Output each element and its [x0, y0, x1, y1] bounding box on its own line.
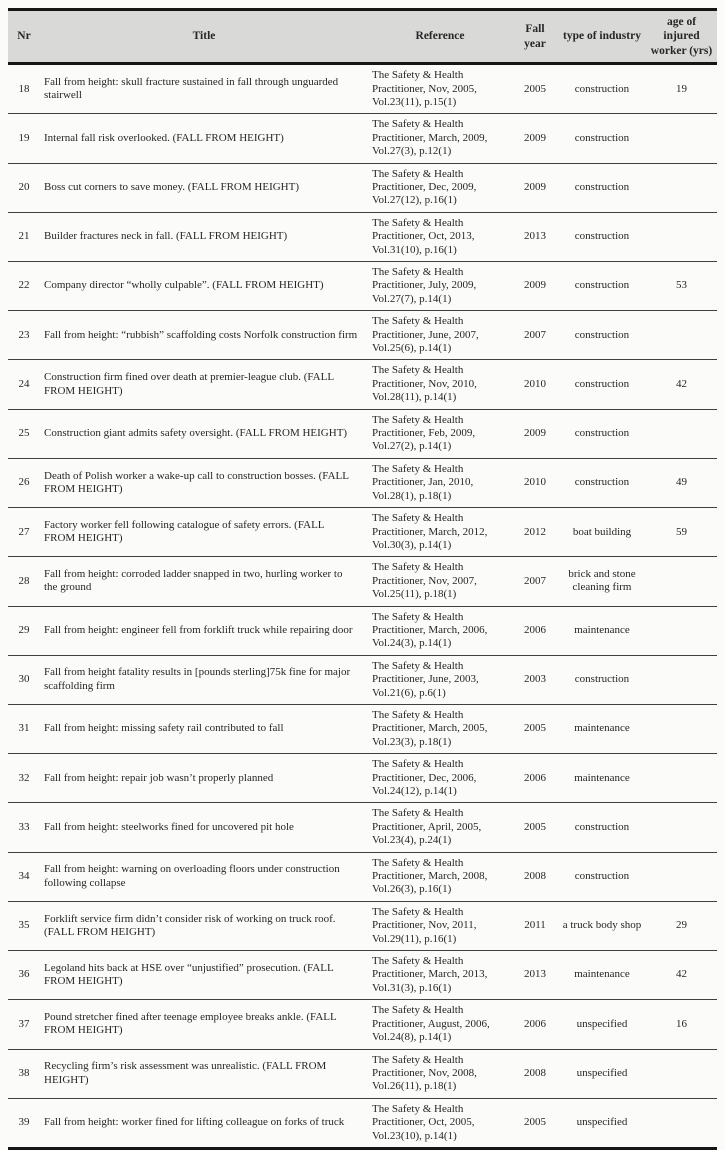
cell-reference: The Safety & Health Practitioner, March, 2012, Vol.30(3), p.14(1) [368, 508, 512, 557]
cell-industry: a truck body shop [558, 901, 646, 950]
cell-reference: The Safety & Health Practitioner, Oct, 2013, Vol.31(10), p.16(1) [368, 212, 512, 261]
cell-title: Legoland hits back at HSE over “unjustified” prosecution. (FALL FROM HEIGHT) [40, 951, 368, 1000]
cell-nr: 35 [8, 901, 40, 950]
cell-age [646, 852, 717, 901]
cell-nr: 21 [8, 212, 40, 261]
cell-title: Forklift service firm didn’t consider risk of working on truck roof. (FALL FROM HEIGHT) [40, 901, 368, 950]
cell-fall-year: 2006 [512, 1000, 558, 1049]
cell-industry: construction [558, 458, 646, 507]
cell-title: Factory worker fell following catalogue of safety errors. (FALL FROM HEIGHT) [40, 508, 368, 557]
cell-industry: construction [558, 163, 646, 212]
header-row [8, 10, 717, 64]
cell-reference: The Safety & Health Practitioner, Nov, 2011, Vol.29(11), p.16(1) [368, 901, 512, 950]
cell-title: Death of Polish worker a wake-up call to construction bosses. (FALL FROM HEIGHT) [40, 458, 368, 507]
cell-nr: 26 [8, 458, 40, 507]
cell-nr: 39 [8, 1098, 40, 1148]
col-header-fall-year: Fall year [512, 10, 558, 64]
cell-industry: construction [558, 114, 646, 163]
cell-title: Fall from height: worker fined for lifting colleague on forks of truck [40, 1098, 368, 1148]
cell-reference: The Safety & Health Practitioner, Nov, 2008, Vol.26(11), p.18(1) [368, 1049, 512, 1098]
cell-fall-year: 2003 [512, 655, 558, 704]
table-row [8, 458, 717, 507]
table-row [8, 360, 717, 409]
table-row [8, 1098, 717, 1148]
cell-fall-year: 2011 [512, 901, 558, 950]
cell-age: 53 [646, 262, 717, 311]
cell-reference: The Safety & Health Practitioner, March, 2006, Vol.24(3), p.14(1) [368, 606, 512, 655]
cell-industry: construction [558, 262, 646, 311]
cell-title: Fall from height: missing safety rail contributed to fall [40, 704, 368, 753]
table-row [8, 1000, 717, 1049]
cell-fall-year: 2010 [512, 458, 558, 507]
cell-age [646, 114, 717, 163]
cell-fall-year: 2010 [512, 360, 558, 409]
cell-age: 19 [676, 82, 687, 95]
cell-fall-year: 2009 [512, 163, 558, 212]
cell-title: Fall from height fatality results in [pounds sterling]75k fine for major scaffolding firm [40, 655, 368, 704]
cell-nr: 31 [8, 704, 40, 753]
cell-fall-year: 2005 [512, 704, 558, 753]
cell-nr: 24 [8, 360, 40, 409]
cell-title: Builder fractures neck in fall. (FALL FROM HEIGHT) [40, 212, 368, 261]
cell-age [646, 557, 717, 606]
cell-reference: The Safety & Health Practitioner, Feb, 2009, Vol.27(2), p.14(1) [368, 409, 512, 458]
col-header-reference: Reference [368, 10, 512, 64]
cell-reference: The Safety & Health Practitioner, Nov, 2005, Vol.23(11), p.15(1) [372, 69, 477, 108]
cell-nr: 20 [8, 163, 40, 212]
cell-fall-year: 2007 [512, 557, 558, 606]
cell-age: 16 [646, 1000, 717, 1049]
cell-reference: The Safety & Health Practitioner, July, 2009, Vol.27(7), p.14(1) [368, 262, 512, 311]
table-row [8, 409, 717, 458]
cell-age [646, 704, 717, 753]
table-row [8, 163, 717, 212]
cell-reference: The Safety & Health Practitioner, Jan, 2010, Vol.28(1), p.18(1) [368, 458, 512, 507]
cell-nr: 37 [8, 1000, 40, 1049]
cell-industry: construction [558, 409, 646, 458]
cell-reference: The Safety & Health Practitioner, Dec, 2006, Vol.24(12), p.14(1) [368, 754, 512, 803]
cell-fall-year: 2008 [512, 852, 558, 901]
cell-reference: The Safety & Health Practitioner, Nov, 2007, Vol.25(11), p.18(1) [368, 557, 512, 606]
table-row [8, 901, 717, 950]
table-row [8, 951, 717, 1000]
table-row [8, 1049, 717, 1098]
cell-industry: construction [558, 311, 646, 360]
cell-fall-year: 2013 [512, 951, 558, 1000]
cell-nr: 33 [8, 803, 40, 852]
cell-title: Fall from height: skull fracture sustained in fall through unguarded stairwell [44, 75, 339, 102]
cell-industry: construction [558, 852, 646, 901]
cell-fall-year: 2005 [512, 803, 558, 852]
cell-fall-year: 2007 [512, 311, 558, 360]
cell-reference: The Safety & Health Practitioner, April, 2005, Vol.23(4), p.24(1) [368, 803, 512, 852]
cell-industry: construction [574, 82, 630, 95]
cell-industry: construction [558, 212, 646, 261]
table-row [8, 64, 717, 114]
cell-age: 29 [646, 901, 717, 950]
table-row [8, 606, 717, 655]
cell-fall-year: 2006 [512, 606, 558, 655]
cell-reference: The Safety & Health Practitioner, Oct, 2005, Vol.23(10), p.14(1) [368, 1098, 512, 1148]
cell-nr: 27 [8, 508, 40, 557]
cell-nr: 23 [8, 311, 40, 360]
cell-title: Recycling firm’s risk assessment was unrealistic. (FALL FROM HEIGHT) [40, 1049, 368, 1098]
cell-reference: The Safety & Health Practitioner, August, 2006, Vol.24(8), p.14(1) [368, 1000, 512, 1049]
cell-title: Pound stretcher fined after teenage employee breaks ankle. (FALL FROM HEIGHT) [40, 1000, 368, 1049]
cell-reference: The Safety & Health Practitioner, March, 2005, Vol.23(3), p.18(1) [368, 704, 512, 753]
cell-reference: The Safety & Health Practitioner, March, 2013, Vol.31(3), p.16(1) [368, 951, 512, 1000]
cell-nr: 19 [8, 114, 40, 163]
cell-age [646, 1049, 717, 1098]
cell-fall-year: 2006 [512, 754, 558, 803]
cell-title: Construction firm fined over death at premier-league club. (FALL FROM HEIGHT) [40, 360, 368, 409]
cell-nr: 34 [8, 852, 40, 901]
table-row [8, 508, 717, 557]
cell-title: Construction giant admits safety oversight. (FALL FROM HEIGHT) [40, 409, 368, 458]
cell-title: Fall from height: engineer fell from forklift truck while repairing door [40, 606, 368, 655]
cell-industry: construction [558, 360, 646, 409]
table-row [8, 704, 717, 753]
table-row [8, 114, 717, 163]
cell-nr: 29 [8, 606, 40, 655]
cell-age [646, 163, 717, 212]
cell-age [646, 409, 717, 458]
cell-nr: 38 [8, 1049, 40, 1098]
cell-nr: 22 [8, 262, 40, 311]
cell-industry: unspecified [558, 1000, 646, 1049]
cell-industry: brick and stone cleaning firm [558, 557, 646, 606]
table-body [8, 64, 717, 1149]
cell-fall-year: 2009 [512, 114, 558, 163]
table-row [8, 655, 717, 704]
cell-title: Fall from height: repair job wasn’t properly planned [40, 754, 368, 803]
cell-age: 59 [646, 508, 717, 557]
cell-industry: maintenance [558, 754, 646, 803]
cell-age [646, 754, 717, 803]
table-row [8, 262, 717, 311]
cell-reference: The Safety & Health Practitioner, March, 2008, Vol.26(3), p.16(1) [368, 852, 512, 901]
cell-age [646, 803, 717, 852]
cell-fall-year: 2009 [512, 262, 558, 311]
cell-age [646, 655, 717, 704]
cell-industry: unspecified [558, 1098, 646, 1148]
cell-title: Fall from height: steelworks fined for uncovered pit hole [40, 803, 368, 852]
table-row [8, 557, 717, 606]
cell-age: 49 [646, 458, 717, 507]
cell-nr: 18 [18, 82, 30, 95]
cell-industry: maintenance [558, 606, 646, 655]
cell-industry: boat building [558, 508, 646, 557]
col-header-title: Title [40, 10, 368, 64]
cell-industry: unspecified [558, 1049, 646, 1098]
cell-reference: The Safety & Health Practitioner, March, 2009, Vol.27(3), p.12(1) [368, 114, 512, 163]
cell-industry: construction [558, 655, 646, 704]
table-row [8, 754, 717, 803]
cell-fall-year: 2012 [512, 508, 558, 557]
cell-industry: maintenance [558, 951, 646, 1000]
col-header-nr: Nr [8, 10, 40, 64]
cell-title: Company director “wholly culpable”. (FALL FROM HEIGHT) [40, 262, 368, 311]
cell-fall-year: 2005 [512, 1098, 558, 1148]
cell-fall-year: 2005 [524, 82, 546, 95]
cell-title: Fall from height: “rubbish” scaffolding costs Norfolk construction firm [40, 311, 368, 360]
cell-title: Fall from height: warning on overloading floors under construction following collapse [40, 852, 368, 901]
cell-nr: 36 [8, 951, 40, 1000]
cell-nr: 25 [8, 409, 40, 458]
cell-age [646, 606, 717, 655]
cell-fall-year: 2009 [512, 409, 558, 458]
cases-table [8, 8, 717, 1150]
cell-age: 42 [646, 360, 717, 409]
cell-age [646, 212, 717, 261]
table-row [8, 212, 717, 261]
cell-fall-year: 2008 [512, 1049, 558, 1098]
table-row [8, 852, 717, 901]
cell-industry: construction [558, 803, 646, 852]
cell-reference: The Safety & Health Practitioner, Nov, 2010, Vol.28(11), p.14(1) [368, 360, 512, 409]
table-row [8, 311, 717, 360]
col-header-industry: type of industry [558, 10, 646, 64]
cell-title: Internal fall risk overlooked. (FALL FROM HEIGHT) [40, 114, 368, 163]
cell-title: Boss cut corners to save money. (FALL FROM HEIGHT) [40, 163, 368, 212]
cell-age [646, 311, 717, 360]
cell-nr: 30 [8, 655, 40, 704]
col-header-age: age of injured worker (yrs) [646, 10, 717, 64]
cell-title: Fall from height: corroded ladder snapped in two, hurling worker to the ground [40, 557, 368, 606]
cell-age: 42 [646, 951, 717, 1000]
cell-reference: The Safety & Health Practitioner, Dec, 2009, Vol.27(12), p.16(1) [368, 163, 512, 212]
cell-fall-year: 2013 [512, 212, 558, 261]
table-row [8, 803, 717, 852]
cell-reference: The Safety & Health Practitioner, June, 2007, Vol.25(6), p.14(1) [368, 311, 512, 360]
cell-nr: 32 [8, 754, 40, 803]
cell-nr: 28 [8, 557, 40, 606]
cell-reference: The Safety & Health Practitioner, June, 2003, Vol.21(6), p.6(1) [368, 655, 512, 704]
cell-industry: maintenance [558, 704, 646, 753]
cell-age [646, 1098, 717, 1148]
